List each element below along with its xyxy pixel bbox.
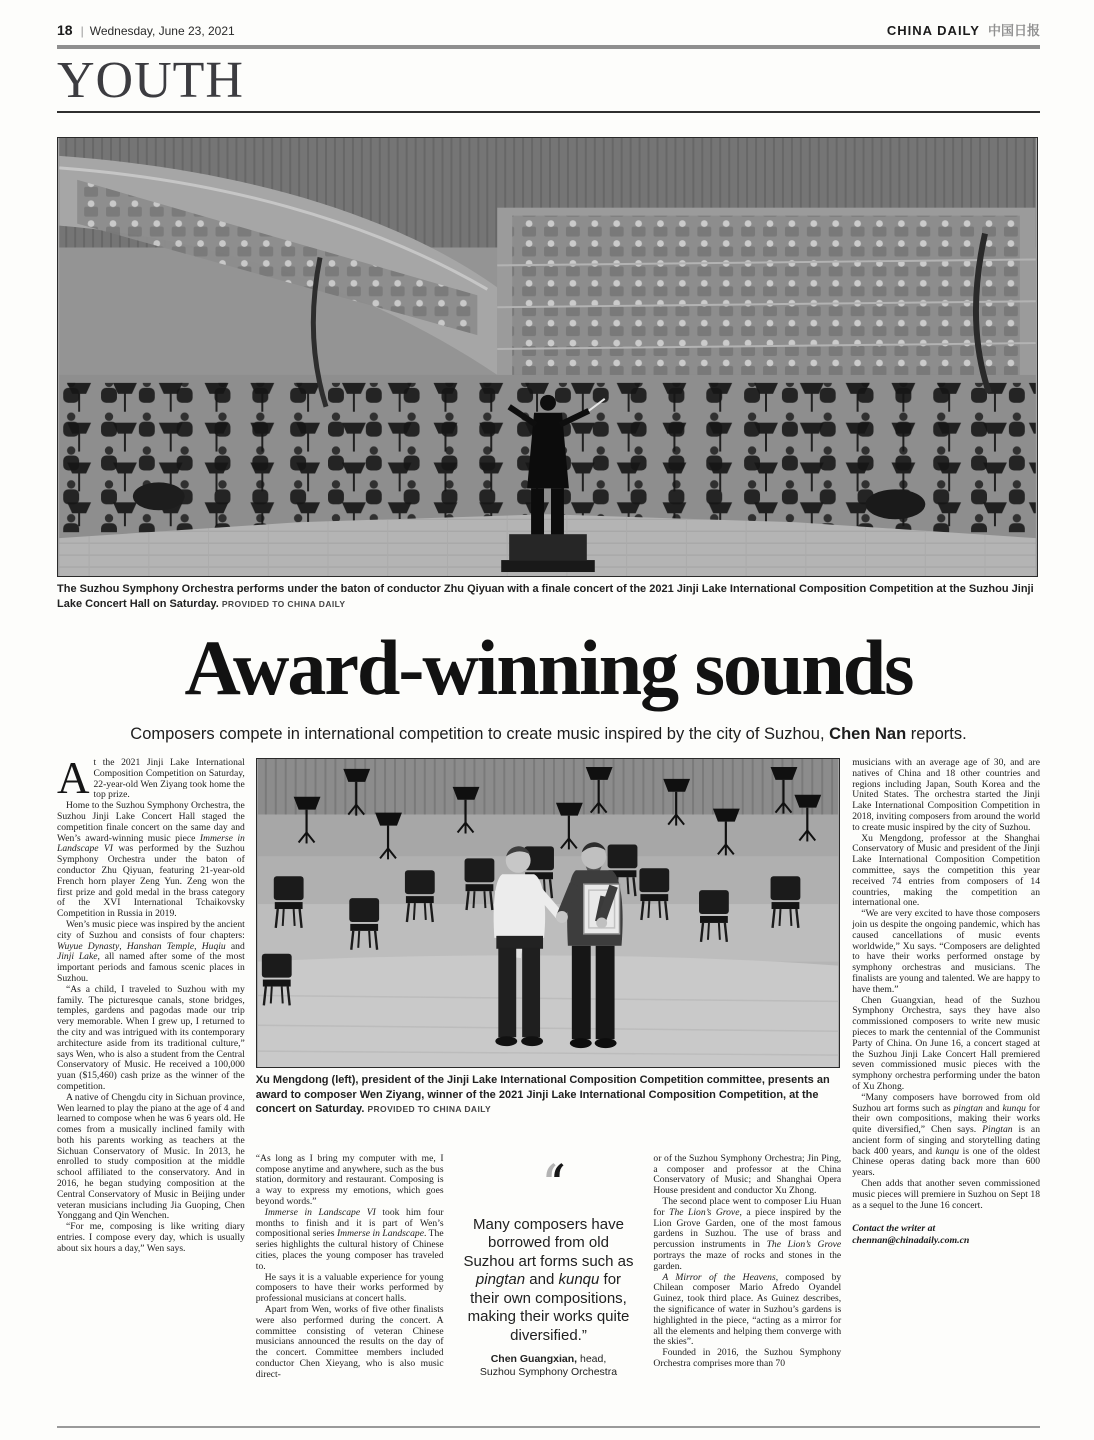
article-paragraph: “Many composers have borrowed from old Suzhou art forms such as pingtan and kunqu for their own compositions, making their works quite diversified,” Chen says. Pingtan is an ancient form of singing and storytelling dating back 400 years, and kunqu is one of the oldest Chinese operas dating back more than 600 years.: [852, 1091, 1040, 1179]
column-1-paragraphs: [57, 801, 245, 1254]
main-photo-block: [57, 137, 1040, 611]
article-paragraph: musicians with an average age of 30, and are natives of China and 18 other countries and regions including Japan, South Korea and the United States. The orchestra started the Jinji Lake International Composition Competition in 2018, inviting composers from around the world to create music inspired by the city of Suzhou.: [852, 758, 1040, 833]
article-paragraph: A Mirror of the Heavens, composed by Chilean composer Mario Afredo Oyandel Guinez, took third place. As Guinez describes, the significance of water in Suzhou’s gardens is highlighted in the piece, “acting as a mirror for all the elements and helping them converge with the skies”.: [653, 1271, 842, 1348]
page-date: Wednesday, June 23, 2021: [89, 24, 235, 38]
article-headline: Award-winning sounds: [184, 624, 913, 711]
page-number: 18: [57, 22, 73, 38]
article-paragraph: Immerse in Landscape VI took him four months to finish and it is part of Wen’s compositional series Immerse in Landscape. The series highlights the cultural history of Chinese cities, places the young composer has traveled to.: [255, 1206, 444, 1272]
column-1: [57, 758, 245, 1418]
brand-name-chinese: 中国日报: [987, 23, 1040, 38]
article-paragraph: “We are very excited to have those composers join us despite the ongoing pandemic, which has caused cancellations of music events worldwide,” Xu says. “Composers are delighted to have their works performed onstage by symphony orchestras and musicians. The finalists are young and talented. We are happy to have them.”: [852, 908, 1040, 995]
orchestra-photo-illustration: [57, 137, 1038, 577]
column-5-paragraphs: [852, 758, 1040, 1211]
column-4: [653, 1154, 841, 1418]
drop-cap: A: [57, 758, 90, 803]
bottom-rule: [57, 1426, 1040, 1428]
caption-text: Xu Mengdong (left), president of the Jinji Lake International Composition Competition committee, presents an award to composer Wen Ziyang, winner of the 2021 Jinji Lake International Composition Competition, at the concert on Saturday.: [255, 1074, 830, 1115]
article-paragraph: The second place went to composer Liu Huan for The Lion’s Grove, a piece inspired by the Lion Grove Garden, one of the most famous gardens in Suzhou. The use of brass and percussion instruments in The Lion’s Grove portrays the maze of rocks and stones in the garden.: [653, 1196, 842, 1272]
article-paragraph: Apart from Wen, works of five other finalists were also performed during the concert. A committee consisting of veteran Chinese musicians announced the results on the day of the concert. Committee members included conductor Chen Xieyang, who is also music direct-: [255, 1304, 444, 1380]
page-header: [57, 20, 1040, 39]
column-2-paragraphs: [256, 1154, 444, 1381]
article-paragraph: Xu Mengdong, professor at the Shanghai Conservatory of Music and president of the Jinji Lake International Composition Competition committee, says the competition this year received 74 entries from composers of 14 countries, making the competition an international one.: [852, 832, 1040, 909]
column-4-paragraphs: [653, 1154, 841, 1370]
caption-text: The Suzhou Symphony Orchestra performs under the baton of conductor Zhu Qiyuan with a finale concert of the 2021 Jinji Lake International Composition Competition at the Suzhou Jinji Lake Concert Hall on Saturday.: [57, 583, 1034, 610]
article-paragraph: Chen adds that another seven commissioned music pieces will premiere in Suzhou on Sept 18 as a sequel to the June 16 concert.: [852, 1178, 1040, 1211]
quote-icon: ‘‘: [540, 1153, 557, 1219]
article-paragraph: “As long as I bring my computer with me, I compose anytime and anywhere, such as the bus station, dormitory and restaurant. Composing is a way to express my emotions, which goes beyond words.”: [255, 1152, 444, 1208]
column-2: [256, 1154, 444, 1418]
pull-quote-text: Many composers have borrowed from old Suzhou art forms such as pingtan and kunqu for their own compositions, making their works quite diversified.”: [463, 1215, 634, 1344]
handshake: [556, 911, 568, 923]
folio-left: [57, 22, 235, 38]
folio-separator: |: [80, 24, 84, 38]
article-paragraph: Chen Guangxian, head of the Suzhou Symphony Orchestra, says they have also commissioned composers to write new music pieces to mark the centennial of the Communist Party of China. On June 16, a concert staged at the Suzhou Jinji Lake Concert Hall premiered seven commissioned music pieces with the symphony orchestra performing under the baton of Xu Zhong.: [852, 994, 1040, 1092]
brand-name: CHINA DAILY: [886, 23, 980, 38]
folio-right: [887, 20, 1040, 39]
article-paragraph: Founded in 2016, the Suzhou Symphony Orchestra comprises more than 70: [653, 1347, 842, 1370]
photo-credit: PROVIDED TO CHINA DAILY: [367, 1104, 492, 1114]
photo-credit: PROVIDED TO CHINA DAILY: [221, 598, 346, 609]
section-rule: [57, 111, 1040, 113]
article-standfirst: Composers compete in international competition to create music inspired by the city of Suzhou, Chen Nan reports.: [130, 725, 967, 743]
article-paragraph: or of the Suzhou Symphony Orchestra; Jin Ping, a composer and professor at the China Conservatory of Music; and Shanghai Opera House president and conductor Xu Zhong.: [653, 1152, 842, 1197]
header-rule: [57, 45, 1040, 49]
article-body: [57, 758, 1040, 1418]
pull-quote-attribution: Chen Guangxian, head, Suzhou Symphony Orchestra: [479, 1353, 618, 1379]
article-paragraph: Wen’s music piece was inspired by the ancient city of Suzhou and consists of four chapters: Wuyue Dynasty, Hanshan Temple, Huqiu and Jinji Lake, all named after some of the most important periods and famous scenic places in Suzhou.: [57, 918, 245, 984]
award-photo-illustration: [256, 758, 840, 1068]
article-paragraph: A native of Chengdu city in Sichuan province, Wen learned to play the piano at the age of 4 and learned to compose when he was 6 years old. He comes from a musically inclined family with both his parents working as teachers at the Sichuan Conservatory of Music. In 2013, he enrolled to study composition at the middle school affiliated to the conservatory. And in 2016, he began studying composition at the Central Conservatory of Music in Beijing under veteran musicians including Jia Guoping, Chen Yonggang and Qin Wenchen.: [57, 1091, 245, 1222]
article-paragraph: “For me, composing is like writing diary entries. I compose every day, which is usually about six hours a day,” Wen says.: [57, 1221, 245, 1254]
main-photo-caption: [57, 582, 1040, 611]
article-opening-paragraph: [57, 758, 245, 801]
secondary-photo-block: [256, 758, 841, 1154]
article-paragraph: “As a child, I traveled to Suzhou with my family. The picturesque canals, stone bridges, temples, gardens and pagodas made our trip very memorable. When I grew up, I returned to the city and was intrigued with its contemporary architecture aside from its traditional culture,” says Wen, who is also a student from the Central Conservatory of Music. He received a 100,000 yuan ($15,460) cash prize as the winner of the competition.: [57, 983, 245, 1092]
pull-quote: [455, 1154, 643, 1418]
article-paragraph: Home to the Suzhou Symphony Orchestra, the Suzhou Jinji Lake Concert Hall staged the competition finale concert on the same day and Wen’s award-winning music piece Immerse in Landscape VI was performed by the Suzhou Symphony Orchestra under the baton of conductor Zhu Qiyuan, featuring 21-year-old French horn player Zeng Yun. Zeng won the first prize and gold medal in the brass category of the XVI International Tchaikovsky Competition in Russia in 2019.: [57, 800, 245, 920]
newspaper-page: [57, 0, 1040, 1428]
secondary-photo-caption: [256, 1073, 841, 1117]
section-title: YOUTH: [57, 52, 244, 109]
opening-text: t the 2021 Jinji Lake International Composition Competition on Saturday, 22-year-old Wen Ziyang took home the top prize.: [93, 758, 245, 801]
article-paragraph: He says it is a valuable experience for young composers to have their works performed by professional musicians at concert halls.: [255, 1271, 444, 1305]
contact-writer: Contact the writer at chennan@chinadaily.com.cn: [852, 1223, 970, 1247]
column-5: [852, 758, 1040, 1418]
